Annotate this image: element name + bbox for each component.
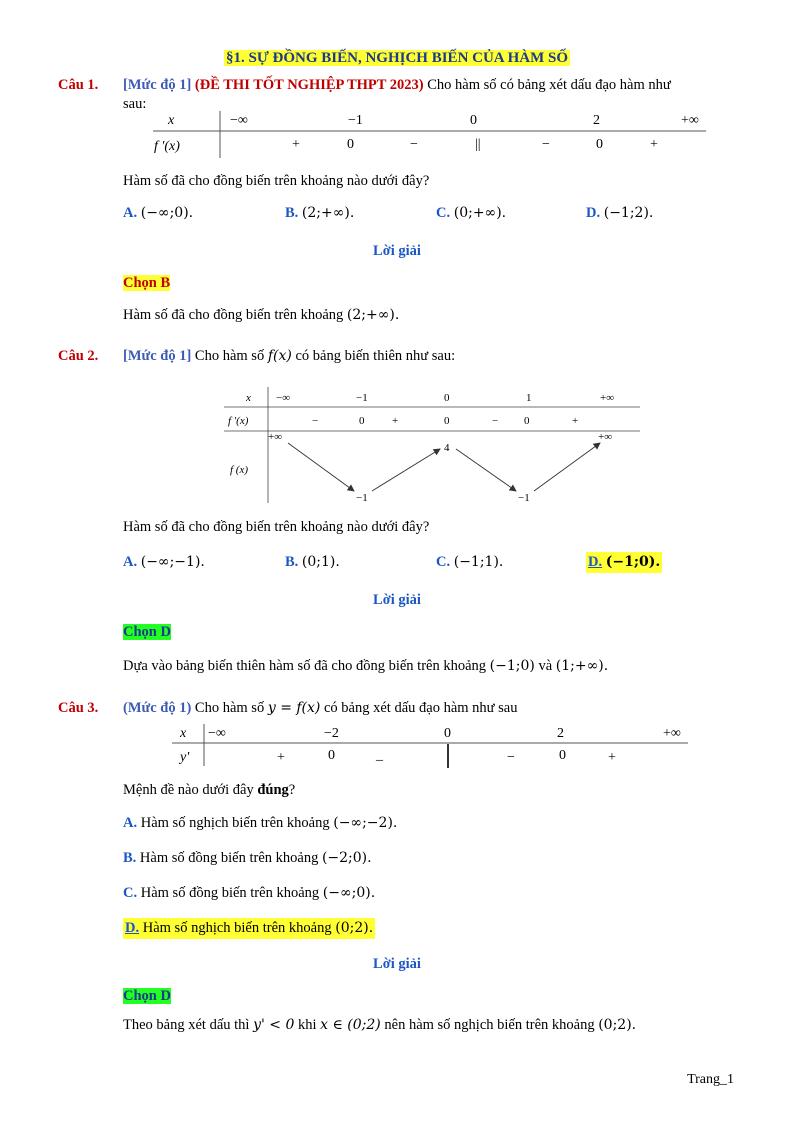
q2-row-x-label: x xyxy=(246,392,251,404)
q1-x-value: 0 xyxy=(470,113,477,128)
question-2-explanation: Dựa vào bảng biến thiên hàm số đã cho đồng biến trên khoảng (−1;0) và (1;+∞). xyxy=(123,658,609,674)
q2-sign: + xyxy=(392,415,399,427)
q2-sign: 0 xyxy=(524,415,530,427)
question-1-number: Câu 1. xyxy=(58,77,99,93)
question-2-choice: Chọn D xyxy=(123,624,171,640)
question-3-option-b[interactable]: B. Hàm số đồng biến trên khoảng (−2;0). xyxy=(123,850,372,866)
question-1-prompt: Hàm số đã cho đồng biến trên khoảng nào dưới đây? xyxy=(123,173,430,189)
q3-x-value: 0 xyxy=(444,726,451,741)
question-1-source: (ĐỀ THI TỐT NGHIỆP THPT 2023) xyxy=(194,77,424,93)
q2-f-value: +∞ xyxy=(598,431,613,443)
q2-arrow-up xyxy=(372,449,440,491)
q1-row-fprime-label: f '(x) xyxy=(154,139,180,154)
q3-sign: 0 xyxy=(328,748,335,763)
question-1-level: [Mức độ 1] xyxy=(123,77,192,93)
question-1-explanation: Hàm số đã cho đồng biến trên khoảng (2;+∞). xyxy=(123,307,400,323)
q1-sign: + xyxy=(650,137,658,152)
question-2-option-c[interactable]: C. (−1;1). xyxy=(436,554,504,570)
question-3-solution-title: Lời giải xyxy=(373,956,421,972)
question-1-sign-table xyxy=(150,108,710,160)
question-3-option-a[interactable]: A. Hàm số nghịch biến trên khoảng (−∞;−2). xyxy=(123,815,398,831)
q2-sign: − xyxy=(492,415,499,427)
q3-sign: + xyxy=(608,750,616,765)
question-1-option-b[interactable]: B. (2;+∞). xyxy=(285,205,355,221)
q2-sign: − xyxy=(312,415,319,427)
question-2-number: Câu 2. xyxy=(58,348,99,364)
q3-x-value: +∞ xyxy=(663,726,681,741)
section-title: §1. SỰ ĐỒNG BIẾN, NGHỊCH BIẾN CỦA HÀM SỐ xyxy=(226,50,568,66)
question-1-option-c[interactable]: C. (0;+∞). xyxy=(436,205,507,221)
q1-x-value: 2 xyxy=(593,113,600,128)
question-1-stem xyxy=(123,77,671,94)
question-2-option-b[interactable]: B. (0;1). xyxy=(285,554,340,570)
q3-x-value: 2 xyxy=(557,726,564,741)
q2-x-value: 1 xyxy=(526,392,532,404)
question-3-choice: Chọn D xyxy=(123,988,171,1004)
q1-x-value: +∞ xyxy=(681,113,699,128)
question-1-stem-line2: sau: xyxy=(123,96,147,112)
question-3-sign-table xyxy=(170,722,690,770)
q2-sign: 0 xyxy=(444,415,450,427)
q1-sign: 0 xyxy=(347,137,354,152)
q2-arrow-down xyxy=(456,449,516,491)
q3-sign: _ xyxy=(376,748,383,763)
question-2-option-a[interactable]: A. (−∞;−1). xyxy=(123,554,205,570)
q2-x-value: +∞ xyxy=(600,392,615,404)
q2-f-value: −1 xyxy=(356,492,368,504)
q2-f-value: +∞ xyxy=(268,431,283,443)
q3-sign: + xyxy=(277,750,285,765)
question-1-option-a[interactable]: A. (−∞;0). xyxy=(123,205,194,221)
q1-sign: + xyxy=(292,137,300,152)
q3-x-value: −2 xyxy=(324,726,339,741)
question-1-solution-title: Lời giải xyxy=(373,243,421,259)
q2-row-fprime-label: f '(x) xyxy=(228,415,249,427)
question-3-option-c[interactable]: C. Hàm số đồng biến trên khoảng (−∞;0). xyxy=(123,885,376,901)
question-1-choice: Chọn B xyxy=(123,275,171,291)
question-2-solution-title: Lời giải xyxy=(373,592,421,608)
q3-sign: − xyxy=(507,750,515,765)
q2-sign: + xyxy=(572,415,579,427)
page-number: Trang_1 xyxy=(687,1072,734,1087)
question-3-number: Câu 3. xyxy=(58,700,99,716)
question-2-prompt: Hàm số đã cho đồng biến trên khoảng nào dưới đây? xyxy=(123,519,430,535)
q1-sign: − xyxy=(542,137,550,152)
question-1-option-d[interactable]: D. (−1;2). xyxy=(586,205,654,221)
question-3-option-d[interactable]: D. Hàm số nghịch biến trên khoảng (0;2). xyxy=(123,918,375,939)
q2-f-value: −1 xyxy=(518,492,530,504)
question-3-prompt: Mệnh đề nào dưới đây đúng? xyxy=(123,782,296,798)
q1-sign: || xyxy=(475,137,481,152)
q2-row-f-label: f (x) xyxy=(230,464,249,476)
q2-f-value: 4 xyxy=(444,442,450,454)
q2-sign: 0 xyxy=(359,415,365,427)
q1-row-x-label: x xyxy=(168,113,175,128)
question-3-explanation: Theo bảng xét dấu thì y' < 0 khi x ∈ (0;2) nên hàm số nghịch biến trên khoảng (0;2). xyxy=(123,1017,637,1033)
q1-sign: 0 xyxy=(596,137,603,152)
q1-x-value: −1 xyxy=(348,113,363,128)
q2-x-value: −∞ xyxy=(276,392,291,404)
q3-row-yprime-label: y' xyxy=(180,750,190,765)
q2-arrow-up xyxy=(534,443,600,491)
question-3-stem: (Mức độ 1) Cho hàm số y = f(x) có bảng xét dấu đạo hàm như sau xyxy=(123,700,518,716)
q2-x-value: 0 xyxy=(444,392,450,404)
question-1-stem-text: Cho hàm số có bảng xét dấu đạo hàm như xyxy=(427,77,671,93)
question-2-variation-table xyxy=(222,385,642,505)
q3-row-x-label: x xyxy=(180,726,187,741)
question-2-option-d[interactable]: D. (−1;0). xyxy=(586,552,662,573)
q3-x-value: −∞ xyxy=(208,726,226,741)
question-2-stem: [Mức độ 1] Cho hàm số f(x) có bảng biến thiên như sau: xyxy=(123,348,456,364)
q1-sign: − xyxy=(410,137,418,152)
q3-sign: 0 xyxy=(559,748,566,763)
q2-arrow-down xyxy=(288,443,354,491)
q1-x-value: −∞ xyxy=(230,113,248,128)
q2-x-value: −1 xyxy=(356,392,368,404)
